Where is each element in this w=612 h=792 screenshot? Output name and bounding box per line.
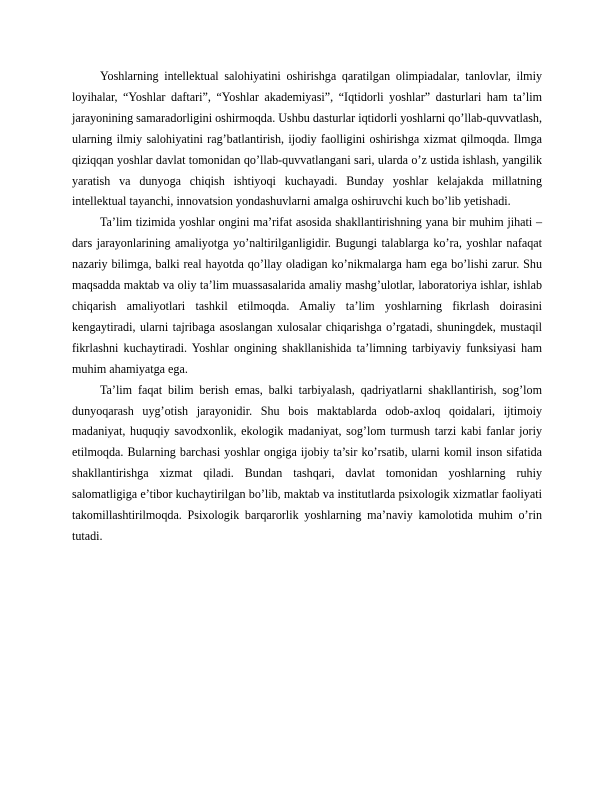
document-page [72,66,542,547]
paragraph-2: Ta’lim tizimida yoshlar ongini ma’rifat asosida shakllantirishning yana bir muhim jihati – dars jarayonlarining amaliyotga yo’naltirilganligidir. Bugungi talablarga ko’ra, yoshlar nafaqat nazariy bilimga, balki real hayotda qo’llay oladigan ko’nikmalarga ham ega bo’lishi zarur. Shu maqsadda maktab va oliy ta’lim muassasalarida amaliy mashg’ulotlar, laboratoriya ishlar, ishlab chiqarish amaliyotlari tashkil etilmoqda. Amaliy ta’lim yoshlarning fikrlash doirasini kengaytiradi, ularni tajribaga asoslangan xulosalar chiqarishga o’rgatadi, shuningdek, mustaqil fikrlashni kuchaytiradi. Yoshlar ongining shakllanishida ta’limning tarbiyaviy funksiyasi ham muhim ahamiyatga ega. [72,215,542,376]
paragraph-1: Yoshlarning intellektual salohiyatini oshirishga qaratilgan olimpiadalar, tanlovlar, ilmiy loyihalar, “Yoshlar daftari”, “Yoshlar akademiyasi”, “Iqtidorli yoshlar” dasturlari ham ta’lim jarayonining samaradorligini oshirmoqda. Ushbu dasturlar iqtidorli yoshlarni qo’llab-quvvatlash, ularning ilmiy salohiyatini rag’batlantirish, ijodiy faolligini oshirishga xizmat qilmoqda. Ilmga qiziqqan yoshlar davlat tomonidan qo’llab-quvvatlangani sari, ularda o’z ustida ishlash, yangilik yaratish va dunyoga chiqish ishtiyoqi kuchayadi. Bunday yoshlar kelajakda millatning intellektual tayanchi, innovatsion yondashuvlarni amalga oshiruvchi kuch bo’lib yetishadi. [72,69,542,209]
paragraph-3: Ta’lim faqat bilim berish emas, balki tarbiyalash, qadriyatlarni shakllantirish, sog’lom dunyoqarash uyg’otish jarayonidir. Shu bois maktablarda odob-axloq qoidalari, ijtimoiy madaniyat, huquqiy savodxonlik, ekologik madaniyat, sog’lom turmush tarzi kabi fanlar joriy etilmoqda. Bularning barchasi yoshlar ongiga ijobiy ta’sir ko’rsatib, ularni komil inson sifatida shakllantirishga xizmat qiladi. Bundan tashqari, davlat tomonidan yoshlarning ruhiy salomatligiga e’tibor kuchaytirilgan bo’lib, maktab va institutlarda psixologik xizmatlar faoliyati takomillashtirilmoqda. Psixologik barqarorlik yoshlarning ma’naviy kamolotida muhim o’rin tutadi. [72,382,542,543]
